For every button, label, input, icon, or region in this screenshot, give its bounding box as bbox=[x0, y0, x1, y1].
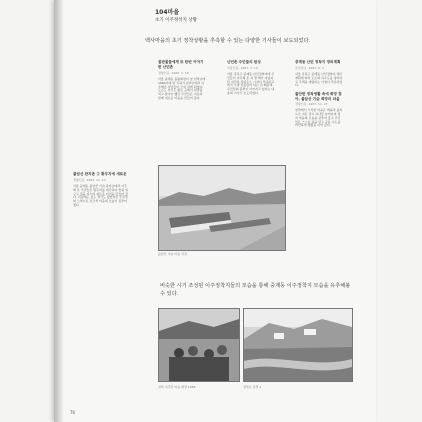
article-body: 서울 강북구 중계동 난민정착지 정비계획에 따라 도로와 하수도를 정비하고 주택을 개량하는 사업이 추진되었다. bbox=[295, 72, 343, 88]
photo-br-caption: 정착촌 전경 1 bbox=[243, 385, 262, 389]
article-source: 서울신문, 1967. 7. 19 bbox=[227, 66, 258, 70]
sidebar-article bbox=[73, 172, 129, 208]
photo-hillside-settlement bbox=[243, 308, 353, 382]
article-column-3 bbox=[295, 60, 343, 128]
article-sub-body: 천막에서 시작된 마을은 벽돌과 블록으로 지은 집이 하나둘 늘어나며 점차 마을의 모습을 갖추어 갔고 주민들은 스스로 길을 닦고 공동 수도를 마련하며 생활을 이어 갔다. bbox=[295, 108, 343, 128]
section-subtitle: 초기 이주정착지 상황 bbox=[155, 18, 197, 23]
article-source: 조선일보, 1967. 9. 3 bbox=[295, 66, 324, 70]
page-number: 76 bbox=[70, 410, 76, 415]
intro-paragraph: 백사마을의 초기 정착상황을 추측할 수 있는 다양한 기사들이 보도되었다. bbox=[145, 38, 311, 44]
article-subtitle: 불안한 정착생활 속에 희망 찾아, 불암산 기슭 희망의 마을 bbox=[295, 92, 342, 102]
sidebar-title: 불암산 판자촌 그 황무지에 새로운 bbox=[73, 172, 127, 176]
article-body: 서울 강북구 중계동 난민정착지에 주민들이 이주해 온 지 몇 해가 지났지만 여전히 상하수도 시설이 부족하고 비가 오면 진흙탕이 되는 길 때문에 주민들의 불편이 이어지고 있다는 내용의 기사가 보도되었다. bbox=[227, 72, 275, 95]
page-gutter-shadow bbox=[54, 0, 64, 422]
section-number-title: 104마을 bbox=[155, 9, 180, 16]
sidebar-body: 서울 중계동 불암산 기슭 판자촌에서 이주해 온 주민들은 황무지를 개간하여 밭을 일구고 집을 지으며 새로운 터전을 만들어 갔다. 처음에는 물도 전기도 없었지만 주민들의 노력으로 조금씩 마을의 모습이 갖추어졌다. bbox=[73, 184, 128, 207]
photo-crowd-in-village bbox=[158, 308, 240, 382]
main-photo-settlement bbox=[158, 165, 286, 251]
article-title: 난민촌 주민들의 원성 bbox=[227, 60, 261, 64]
bridge-paragraph: 비슷한 시기 조성된 이주정착지들의 모습을 통해 중계동 이주정착지 모습을 유추해볼 수 있다. bbox=[160, 283, 351, 297]
photo-bl-caption: 천막 이주민 마을 배경 1965 bbox=[158, 385, 196, 389]
article-column-1 bbox=[158, 60, 206, 101]
article-title: 골판물들에게 또 한번 이야기한 난민촌 bbox=[158, 60, 204, 69]
section-header bbox=[155, 7, 197, 23]
article-title: 중계동 난민 정착지 정비계획 bbox=[295, 60, 341, 64]
main-photo-caption: 불암산 기슭 마을 전경 bbox=[158, 252, 187, 256]
article-source: 경향신문, 1965. 3. 16 bbox=[158, 71, 189, 75]
article-body: 서울 중계동 불광화장터 옆 천막촌에 1960년대 말 무허가 판자촌에서 이주해온 사람들이 모여 살게 되었다. 도로도 전기도 없는 곳에서 천막을 치고 살아야 했던 주민들은 이웃과 함께 새로운 마을을 만들어 갔다. bbox=[158, 77, 206, 100]
article-column-2 bbox=[227, 60, 275, 96]
article-sub-source: 경향신문, 1967. 11. 27 bbox=[295, 102, 328, 107]
sidebar-source: 경향신문, 1965. 11. 10 bbox=[73, 178, 106, 182]
